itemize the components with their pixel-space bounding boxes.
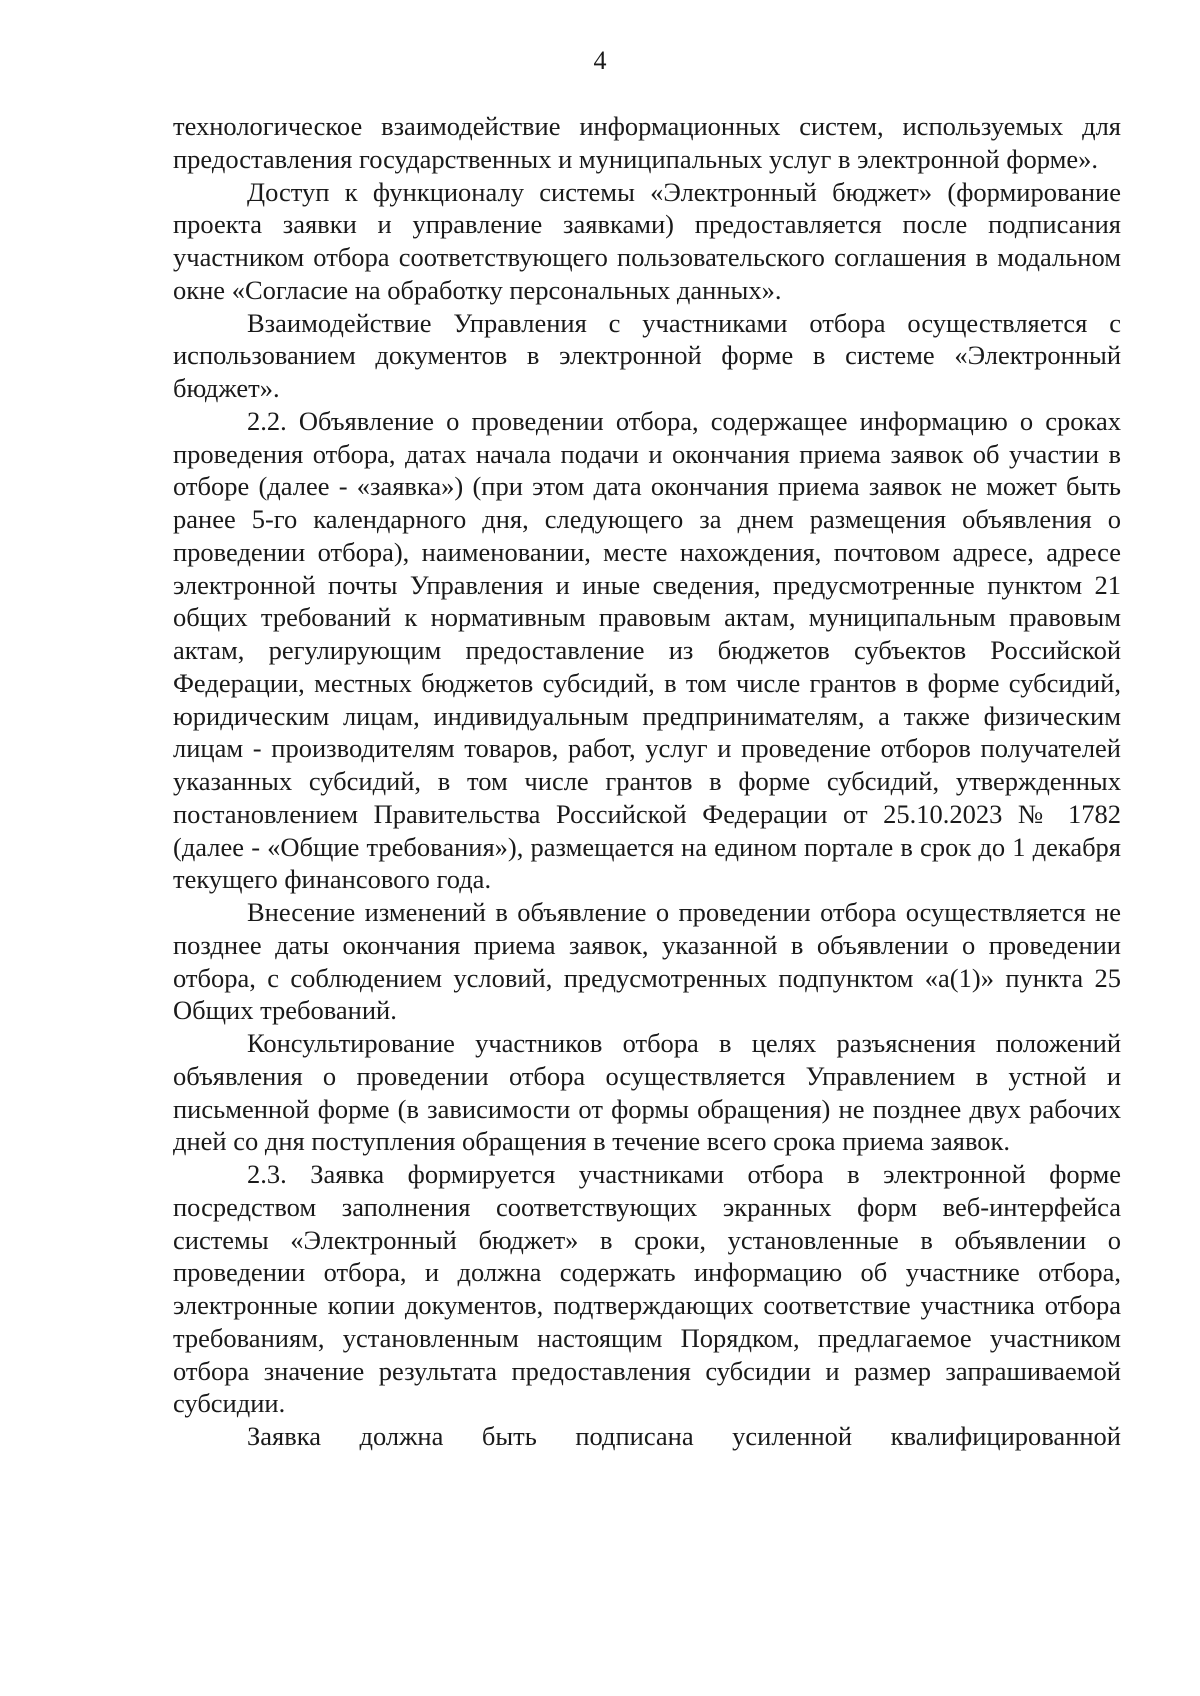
- paragraph-2-2: 2.2. Объявление о проведении отбора, содержащее информацию о сроках проведения отбора, датах начала подачи и окончания приема заявок об участии в отборе (далее - «заявка») (при этом дата окончания приема заявок не может быть ранее 5-го календарного дня, следующего за днем размещения объявления о проведении отбора), наименовании, месте нахождения, почтовом адресе, адресе электронной почты Управления и иные сведения, предусмотренные пунктом 21 общих требований к нормативным правовым актам, муниципальным правовым актам, регулирующим предоставление из бюджетов субъектов Российской Федерации, местных бюджетов субсидий, в том числе грантов в форме субсидий, юридическим лицам, индивидуальным предпринимателям, а также физическим лицам - производителям товаров, работ, услуг и проведение отборов получателей указанных субсидий, в том числе грантов в форме субсидий, утвержденных постановлением Правительства Российской Федерации от 25.10.2023 № 1782 (далее - «Общие требования»), размещается на едином портале в срок до 1 декабря текущего финансового года.: [173, 405, 1121, 895]
- paragraph-access: Доступ к функционалу системы «Электронный бюджет» (формирование проекта заявки и управление заявками) предоставляется после подписания участником отбора соответствующего пользовательского соглашения в модальном окне «Согласие на обработку персональных данных».: [173, 176, 1121, 305]
- paragraph-amendments: Внесение изменений в объявление о проведении отбора осуществляется не позднее даты окончания приема заявок, указанной в объявлении о проведении отбора, с соблюдением условий, предусмотренных подпунктом «а(1)» пункта 25 Общих требований.: [173, 897, 1121, 1026]
- paragraph-2-3: 2.3. Заявка формируется участниками отбора в электронной форме посредством заполнения соответствующих экранных форм веб-интерфейса системы «Электронный бюджет» в сроки, установленные в объявлении о проведении отбора, и должна содержать информацию об участнике отбора, электронные копии документов, подтверждающих соответствие участника отбора требованиям, установленным настоящим Порядком, предлагаемое участником отбора значение результата предоставления субсидии и размер запрашиваемой субсидии.: [173, 1159, 1121, 1419]
- page-number: 4: [593, 46, 607, 75]
- paragraph-signature: Заявка должна быть подписана усиленной квалифицированной: [247, 1421, 1121, 1451]
- paragraph-continuation: технологическое взаимодействие информационных систем, используемых для предоставления государственных и муниципальных услуг в электронной форме».: [173, 111, 1121, 174]
- document-body: [173, 110, 1121, 1453]
- paragraph-interaction: Взаимодействие Управления с участниками отбора осуществляется с использованием документов в электронной форме в системе «Электронный бюджет».: [173, 307, 1121, 403]
- paragraph-consulting: Консультирование участников отбора в целях разъяснения положений объявления о проведении отбора осуществляется Управлением в устной и письменной форме (в зависимости от формы обращения) не позднее двух рабочих дней со дня поступления обращения в течение всего срока приема заявок.: [173, 1028, 1121, 1157]
